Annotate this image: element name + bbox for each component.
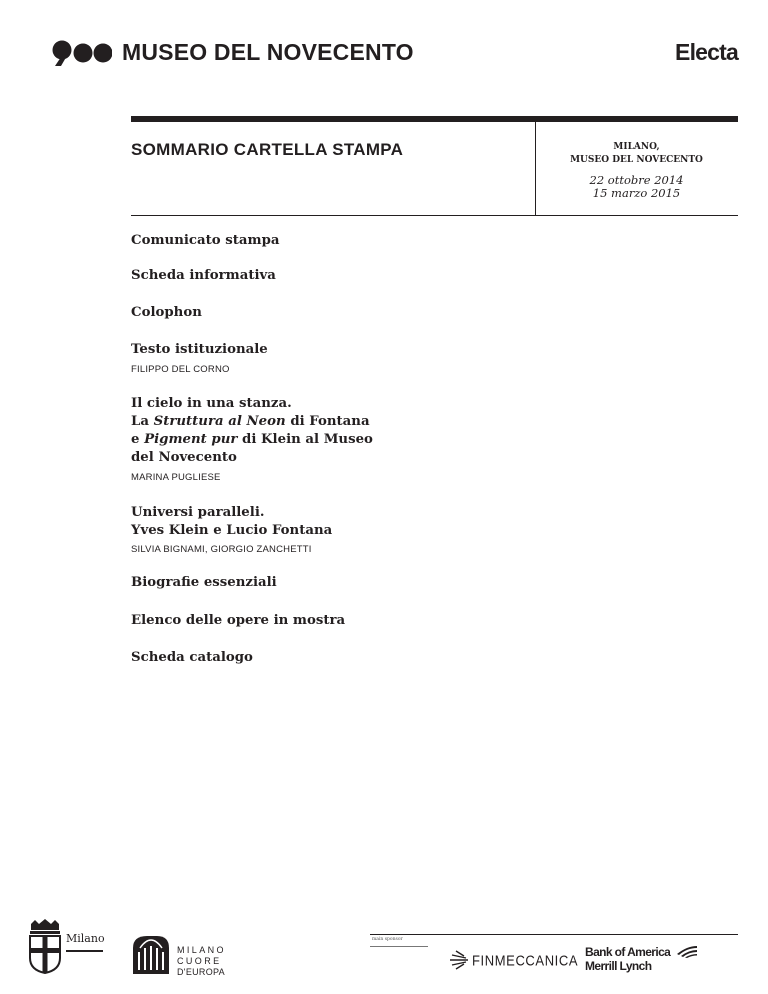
cielo-line: La Struttura al Neon di Fontana — [131, 414, 370, 429]
milano-underline — [66, 950, 103, 952]
bank-of-america-logo — [585, 945, 670, 973]
sponsor-label-underline — [370, 946, 428, 947]
finmeccanica-mark-icon — [448, 950, 470, 970]
contents-item-universi — [131, 504, 332, 540]
sponsor-label: main sponsor — [372, 937, 403, 942]
vertical-divider — [535, 122, 536, 215]
universi-line: Yves Klein e Lucio Fontana — [131, 523, 333, 538]
cielo-line: e Pigment pur di Klein al Museo — [131, 432, 373, 447]
contents-author-testo: FILIPPO DEL CORNO — [131, 364, 230, 375]
contents-item-biografie: Biografie essenziali — [131, 575, 277, 590]
mce-line: CUORE — [177, 956, 222, 966]
exhibition-dates — [536, 174, 737, 200]
museum-name: MUSEO DEL NOVECENTO — [122, 39, 414, 65]
universi-line: Universi paralleli. — [131, 505, 265, 520]
location-line: MILANO, — [613, 142, 660, 152]
contents-item-colophon: Colophon — [131, 305, 202, 320]
milano-cuore-europa-logo-icon — [131, 934, 171, 974]
mce-line: D'EUROPA — [177, 967, 225, 977]
date-start: 22 ottobre 2014 — [589, 173, 684, 187]
museo-900-logo — [52, 40, 112, 66]
contents-item-testo: Testo istituzionale — [131, 342, 268, 357]
milano-wordmark: Milano — [66, 932, 105, 945]
contents-item-cielo — [131, 395, 373, 467]
exhibition-location — [536, 141, 737, 167]
bank-of-america-flag-icon — [675, 944, 699, 958]
boa-line: Merrill Lynch — [585, 959, 652, 973]
finmeccanica-logo: FINMECCANICA — [472, 952, 579, 969]
contents-item-scheda: Scheda informativa — [131, 268, 276, 283]
mce-line: MILANO — [177, 945, 226, 955]
cielo-line: Il cielo in una stanza. — [131, 396, 292, 411]
contents-item-elenco: Elenco delle opere in mostra — [131, 613, 346, 628]
horizontal-divider — [131, 215, 738, 216]
milano-crest-icon — [27, 918, 63, 974]
artwork-title: Struttura al Neon — [153, 414, 286, 429]
boa-line: Bank of America — [585, 945, 671, 959]
publisher-logo: Electa — [675, 39, 738, 65]
contents-item-comunicato: Comunicato stampa — [131, 233, 280, 248]
contents-item-catalogo: Scheda catalogo — [131, 650, 253, 665]
location-line: MUSEO DEL NOVECENTO — [570, 155, 703, 165]
sponsor-rule — [370, 934, 738, 935]
artwork-title: Pigment pur — [144, 432, 238, 447]
milano-cuore-europa-text — [177, 945, 226, 978]
contents-author-cielo: MARINA PUGLIESE — [131, 472, 221, 483]
cielo-line: del Novecento — [131, 450, 237, 465]
document-title: SOMMARIO CARTELLA STAMPA — [131, 140, 404, 159]
contents-author-universi: SILVIA BIGNAMI, GIORGIO ZANCHETTI — [131, 544, 312, 555]
date-end: 15 marzo 2015 — [592, 186, 681, 200]
top-rule — [131, 116, 738, 122]
